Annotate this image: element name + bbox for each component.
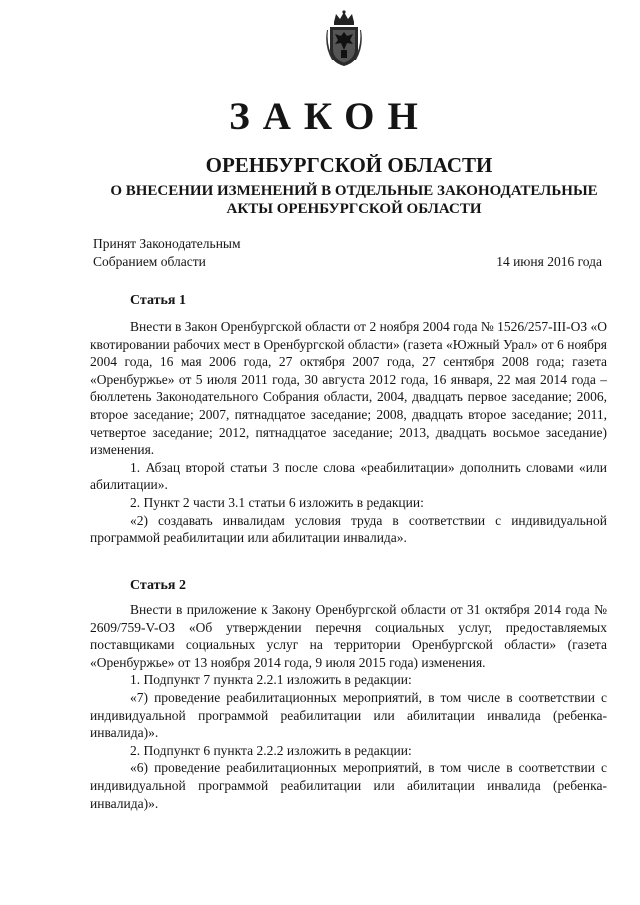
article1-body bbox=[90, 318, 607, 547]
article2-item2: 2. Подпункт 6 пункта 2.2.2 изложить в редакции: bbox=[130, 742, 412, 758]
adoption-note bbox=[93, 235, 241, 271]
coat-of-arms-emblem bbox=[326, 10, 362, 68]
law-subject bbox=[104, 182, 604, 218]
article1-item2-text: «2) создавать инвалидам условия труда в соответствии с индивидуальной программой реабилитации или абилитации инвалида». bbox=[90, 512, 607, 546]
adoption-line2: Собранием области bbox=[93, 254, 206, 269]
adoption-line1: Принят Законодательным bbox=[93, 236, 241, 251]
article2-item2-text: «6) проведение реабилитационных мероприятий, в том числе в соответствии с индивидуальной программой реабилитации или абилитации инвалида (ребенка-инвалида)». bbox=[90, 760, 607, 811]
article1-intro: Внести в Закон Оренбургской области от 2 ноября 2004 года № 1526/257-III-ОЗ «О квотировании рабочих мест в Оренбургской области» (газета «Южный Урал» от 6 ноября 2004 года, 16 мая 2006 года, 27 октября 2007 года, 27 сентября 2008 года; газета «Оренбуржье» от 5 июля 2011 года, 30 августа 2012 года, 16 января, 22 мая 2014 года – бюллетень Законодательного Собрания области, 2004, двадцать первое заседание; 2006, второе заседание; 2007, пятнадцатое заседание; 2008, двадцать второе заседание; 2011, четвертое заседание; 2012, пятнадцатое заседание; 2013, двадцать восьмое заседание) изменения. bbox=[90, 319, 607, 458]
article2-item1-text: «7) проведение реабилитационных мероприятий, в том числе в соответствии с индивидуальной программой реабилитации или абилитации инвалида (ребенка-инвалида)». bbox=[90, 689, 607, 741]
article1-heading: Статья 1 bbox=[130, 293, 186, 308]
article2-item1: 1. Подпункт 7 пункта 2.2.1 изложить в редакции: bbox=[130, 672, 412, 688]
law-subject-line1: О ВНЕСЕНИИ ИЗМЕНЕНИЙ В ОТДЕЛЬНЫЕ ЗАКОНОДАТЕЛЬНЫЕ bbox=[110, 183, 598, 199]
law-subject-line2: АКТЫ ОРЕНБУРГСКОЙ ОБЛАСТИ bbox=[226, 201, 482, 217]
article2-heading: Статья 2 bbox=[130, 578, 186, 593]
article1-item2: 2. Пункт 2 части 3.1 статьи 6 изложить в редакции: bbox=[130, 494, 424, 510]
adoption-date: 14 июня 2016 года bbox=[496, 254, 602, 269]
article2-body bbox=[90, 601, 607, 812]
region-title: ОРЕНБУРГСКОЙ ОБЛАСТИ bbox=[205, 153, 493, 177]
article2-intro: Внести в приложение к Закону Оренбургской области от 31 октября 2014 года № 2609/759-V-ОЗ «Об утверждении перечня социальных услуг, предоставляемых поставщиками социальных услуг на территории Оренбургской области» (газета «Оренбуржье» от 13 ноября 2014 года, 9 июля 2015 года) изменения. bbox=[90, 602, 607, 670]
article1-item1: 1. Абзац второй статьи 3 после слова «реабилитации» дополнить словами «или абилитации». bbox=[90, 459, 607, 493]
law-title: ЗАКОН bbox=[229, 95, 431, 138]
